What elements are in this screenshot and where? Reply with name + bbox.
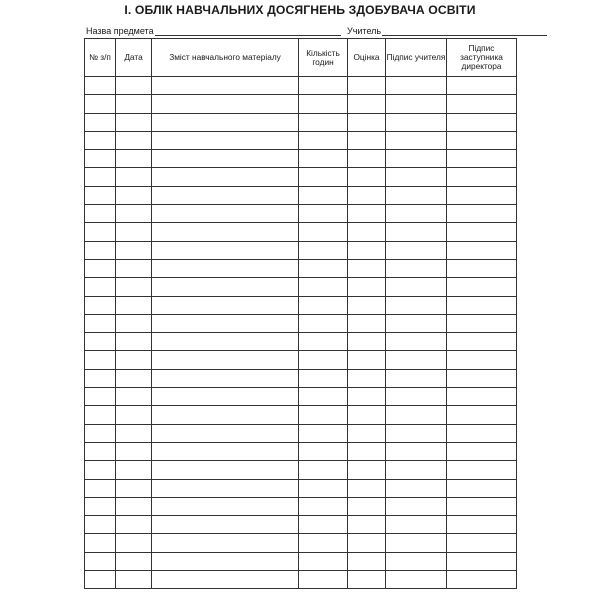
table-cell[interactable] <box>447 369 517 387</box>
table-cell[interactable] <box>299 461 348 479</box>
table-cell[interactable] <box>85 113 116 131</box>
achievements-table <box>84 38 517 589</box>
table-cell[interactable] <box>299 516 348 534</box>
table-row <box>85 369 517 387</box>
table-cell[interactable] <box>386 461 447 479</box>
table-row <box>85 571 517 589</box>
table-cell[interactable] <box>447 95 517 113</box>
table-cell[interactable] <box>348 516 386 534</box>
table-cell[interactable] <box>116 259 152 277</box>
table-row <box>85 534 517 552</box>
table-cell[interactable] <box>447 259 517 277</box>
table-row <box>85 424 517 442</box>
table-cell[interactable] <box>85 223 116 241</box>
table-cell[interactable] <box>447 131 517 149</box>
table-cell[interactable] <box>447 351 517 369</box>
table-cell[interactable] <box>386 497 447 515</box>
table-row <box>85 77 517 95</box>
page-title: І. ОБЛІК НАВЧАЛЬНИХ ДОСЯГНЕНЬ ЗДОБУВАЧА ОСВІТИ <box>124 3 476 17</box>
table-cell[interactable] <box>348 241 386 259</box>
table-cell[interactable] <box>85 388 116 406</box>
table-cell[interactable] <box>299 388 348 406</box>
table-cell[interactable] <box>152 168 299 186</box>
header-grade: Оцінка <box>348 39 386 77</box>
table-cell[interactable] <box>299 296 348 314</box>
table-cell[interactable] <box>348 497 386 515</box>
table-cell[interactable] <box>85 534 116 552</box>
table-cell[interactable] <box>152 205 299 223</box>
table-cell[interactable] <box>386 278 447 296</box>
table-cell[interactable] <box>447 278 517 296</box>
table-cell[interactable] <box>152 186 299 204</box>
table-cell[interactable] <box>299 314 348 332</box>
table-cell[interactable] <box>85 552 116 570</box>
table-cell[interactable] <box>299 479 348 497</box>
table-row <box>85 131 517 149</box>
table-cell[interactable] <box>348 351 386 369</box>
table-row <box>85 150 517 168</box>
table-cell[interactable] <box>447 442 517 460</box>
table-cell[interactable] <box>447 552 517 570</box>
table-cell[interactable] <box>85 205 116 223</box>
table-cell[interactable] <box>116 168 152 186</box>
table-cell[interactable] <box>152 241 299 259</box>
table-cell[interactable] <box>152 278 299 296</box>
teacher-field <box>347 22 547 36</box>
table-cell[interactable] <box>85 424 116 442</box>
table-cell[interactable] <box>116 369 152 387</box>
table-cell[interactable] <box>152 369 299 387</box>
table-row <box>85 95 517 113</box>
table-cell[interactable] <box>447 424 517 442</box>
table-cell[interactable] <box>152 113 299 131</box>
table-cell[interactable] <box>447 479 517 497</box>
table-cell[interactable] <box>85 369 116 387</box>
table-cell[interactable] <box>348 150 386 168</box>
table-row <box>85 205 517 223</box>
table-cell[interactable] <box>116 424 152 442</box>
table-cell[interactable] <box>299 223 348 241</box>
table-row <box>85 442 517 460</box>
table-cell[interactable] <box>386 168 447 186</box>
table-cell[interactable] <box>299 113 348 131</box>
table-cell[interactable] <box>447 516 517 534</box>
table-cell[interactable] <box>386 516 447 534</box>
table-cell[interactable] <box>152 442 299 460</box>
table-cell[interactable] <box>152 296 299 314</box>
table-cell[interactable] <box>152 95 299 113</box>
teacher-label: Учитель <box>347 26 382 36</box>
table-row <box>85 168 517 186</box>
table-cell[interactable] <box>152 534 299 552</box>
table-cell[interactable] <box>299 259 348 277</box>
table-cell[interactable] <box>152 406 299 424</box>
table-cell[interactable] <box>299 571 348 589</box>
table-cell[interactable] <box>299 241 348 259</box>
table-cell[interactable] <box>348 534 386 552</box>
table-row <box>85 552 517 570</box>
table-cell[interactable] <box>348 259 386 277</box>
table-row <box>85 351 517 369</box>
table-cell[interactable] <box>348 388 386 406</box>
table-row <box>85 516 517 534</box>
table-cell[interactable] <box>386 131 447 149</box>
table-row <box>85 113 517 131</box>
table-cell[interactable] <box>348 571 386 589</box>
table-cell[interactable] <box>348 333 386 351</box>
table-cell[interactable] <box>116 205 152 223</box>
header-content: Зміст навчального матеріалу <box>152 39 299 77</box>
table-row <box>85 461 517 479</box>
table-cell[interactable] <box>299 552 348 570</box>
table-cell[interactable] <box>152 259 299 277</box>
table-cell[interactable] <box>386 223 447 241</box>
table-cell[interactable] <box>299 186 348 204</box>
table-cell[interactable] <box>85 333 116 351</box>
table-cell[interactable] <box>447 205 517 223</box>
table-cell[interactable] <box>386 296 447 314</box>
table-cell[interactable] <box>85 351 116 369</box>
table-cell[interactable] <box>299 369 348 387</box>
table-cell[interactable] <box>348 296 386 314</box>
table-cell[interactable] <box>299 424 348 442</box>
table-cell[interactable] <box>85 442 116 460</box>
table-row <box>85 223 517 241</box>
table-cell[interactable] <box>348 424 386 442</box>
table-cell[interactable] <box>152 479 299 497</box>
table-cell[interactable] <box>152 461 299 479</box>
table-cell[interactable] <box>85 296 116 314</box>
table-cell[interactable] <box>447 333 517 351</box>
table-cell[interactable] <box>348 168 386 186</box>
table-cell[interactable] <box>116 131 152 149</box>
table-cell[interactable] <box>85 241 116 259</box>
table-cell[interactable] <box>348 552 386 570</box>
header-number: № з/п <box>85 39 116 77</box>
table-cell[interactable] <box>152 351 299 369</box>
table-cell[interactable] <box>116 516 152 534</box>
table-cell[interactable] <box>348 369 386 387</box>
table-cell[interactable] <box>348 95 386 113</box>
table-cell[interactable] <box>386 314 447 332</box>
table-cell[interactable] <box>116 479 152 497</box>
table-header-row <box>85 39 517 77</box>
table-cell[interactable] <box>116 333 152 351</box>
header-hours: Кількість годин <box>299 39 348 77</box>
table-cell[interactable] <box>447 113 517 131</box>
header-date: Дата <box>116 39 152 77</box>
table-cell[interactable] <box>299 333 348 351</box>
table-cell[interactable] <box>447 77 517 95</box>
table-cell[interactable] <box>116 113 152 131</box>
table-cell[interactable] <box>116 442 152 460</box>
table-cell[interactable] <box>299 351 348 369</box>
table-cell[interactable] <box>116 571 152 589</box>
table-cell[interactable] <box>447 314 517 332</box>
table-cell[interactable] <box>116 552 152 570</box>
table-cell[interactable] <box>116 186 152 204</box>
table-cell[interactable] <box>386 442 447 460</box>
table-cell[interactable] <box>386 241 447 259</box>
table-cell[interactable] <box>447 223 517 241</box>
table-cell[interactable] <box>447 461 517 479</box>
table-cell[interactable] <box>386 333 447 351</box>
table-cell[interactable] <box>299 534 348 552</box>
table-cell[interactable] <box>116 150 152 168</box>
table-cell[interactable] <box>299 150 348 168</box>
table-cell[interactable] <box>447 241 517 259</box>
table-cell[interactable] <box>85 278 116 296</box>
table-cell[interactable] <box>299 131 348 149</box>
table-cell[interactable] <box>85 77 116 95</box>
table-row <box>85 479 517 497</box>
table-cell[interactable] <box>386 424 447 442</box>
table-cell[interactable] <box>348 314 386 332</box>
table-cell[interactable] <box>116 241 152 259</box>
table-cell[interactable] <box>116 314 152 332</box>
table-cell[interactable] <box>386 388 447 406</box>
table-cell[interactable] <box>348 278 386 296</box>
table-cell[interactable] <box>116 223 152 241</box>
header-deputy-signature: Підпис заступника директора <box>447 39 517 77</box>
table-cell[interactable] <box>386 571 447 589</box>
table-cell[interactable] <box>152 571 299 589</box>
teacher-blank-line[interactable] <box>382 26 547 36</box>
table-cell[interactable] <box>447 534 517 552</box>
table-row <box>85 241 517 259</box>
subject-label: Назва предмета <box>86 26 154 36</box>
table-cell[interactable] <box>152 516 299 534</box>
table-cell[interactable] <box>299 205 348 223</box>
table-row <box>85 388 517 406</box>
table-cell[interactable] <box>116 296 152 314</box>
table-row <box>85 186 517 204</box>
table-cell[interactable] <box>85 479 116 497</box>
table-row <box>85 278 517 296</box>
table-cell[interactable] <box>116 461 152 479</box>
table-row <box>85 497 517 515</box>
table-cell[interactable] <box>348 461 386 479</box>
table-cell[interactable] <box>299 406 348 424</box>
table-cell[interactable] <box>116 388 152 406</box>
table-cell[interactable] <box>85 131 116 149</box>
table-cell[interactable] <box>152 424 299 442</box>
table-cell[interactable] <box>386 186 447 204</box>
table-cell[interactable] <box>299 77 348 95</box>
header-teacher-signature: Підпис учителя <box>386 39 447 77</box>
table-cell[interactable] <box>85 516 116 534</box>
table-cell[interactable] <box>447 406 517 424</box>
table-cell[interactable] <box>386 369 447 387</box>
table-row <box>85 314 517 332</box>
table-cell[interactable] <box>299 442 348 460</box>
table-cell[interactable] <box>116 95 152 113</box>
table-cell[interactable] <box>85 461 116 479</box>
table-cell[interactable] <box>116 278 152 296</box>
table-cell[interactable] <box>386 534 447 552</box>
table-cell[interactable] <box>348 186 386 204</box>
table-cell[interactable] <box>348 442 386 460</box>
table-cell[interactable] <box>152 333 299 351</box>
table-cell[interactable] <box>85 168 116 186</box>
table-cell[interactable] <box>152 77 299 95</box>
table-cell[interactable] <box>386 479 447 497</box>
table-row <box>85 296 517 314</box>
table-cell[interactable] <box>348 406 386 424</box>
table-cell[interactable] <box>116 534 152 552</box>
table-cell[interactable] <box>447 186 517 204</box>
table-cell[interactable] <box>299 95 348 113</box>
table-row <box>85 406 517 424</box>
table-cell[interactable] <box>447 296 517 314</box>
table-cell[interactable] <box>386 113 447 131</box>
table-cell[interactable] <box>348 77 386 95</box>
table-cell[interactable] <box>152 223 299 241</box>
table-cell[interactable] <box>348 205 386 223</box>
table-cell[interactable] <box>447 571 517 589</box>
table-cell[interactable] <box>85 150 116 168</box>
subject-blank-line[interactable] <box>155 26 341 36</box>
table-cell[interactable] <box>152 388 299 406</box>
table-cell[interactable] <box>386 77 447 95</box>
table-body <box>85 77 517 589</box>
table-cell[interactable] <box>299 278 348 296</box>
table-cell[interactable] <box>152 497 299 515</box>
table-cell[interactable] <box>152 314 299 332</box>
table-cell[interactable] <box>386 95 447 113</box>
table-cell[interactable] <box>386 552 447 570</box>
table-cell[interactable] <box>386 259 447 277</box>
table-cell[interactable] <box>348 131 386 149</box>
table-cell[interactable] <box>299 497 348 515</box>
table-cell[interactable] <box>447 497 517 515</box>
table-cell[interactable] <box>386 406 447 424</box>
table-cell[interactable] <box>85 406 116 424</box>
table-cell[interactable] <box>447 150 517 168</box>
table-cell[interactable] <box>116 406 152 424</box>
table-cell[interactable] <box>116 497 152 515</box>
table-cell[interactable] <box>116 77 152 95</box>
table-row <box>85 259 517 277</box>
table-cell[interactable] <box>85 571 116 589</box>
table-cell[interactable] <box>447 168 517 186</box>
table-cell[interactable] <box>447 388 517 406</box>
table-cell[interactable] <box>152 552 299 570</box>
table-cell[interactable] <box>85 314 116 332</box>
subject-field <box>86 22 341 36</box>
table-cell[interactable] <box>116 351 152 369</box>
table-cell[interactable] <box>152 150 299 168</box>
table-cell[interactable] <box>348 479 386 497</box>
table-cell[interactable] <box>386 205 447 223</box>
table-cell[interactable] <box>85 95 116 113</box>
table-cell[interactable] <box>348 223 386 241</box>
table-row <box>85 333 517 351</box>
table-cell[interactable] <box>85 186 116 204</box>
table-cell[interactable] <box>348 113 386 131</box>
table-cell[interactable] <box>386 150 447 168</box>
table-cell[interactable] <box>85 497 116 515</box>
table-cell[interactable] <box>299 168 348 186</box>
table-cell[interactable] <box>152 131 299 149</box>
table-cell[interactable] <box>85 259 116 277</box>
table-cell[interactable] <box>386 351 447 369</box>
